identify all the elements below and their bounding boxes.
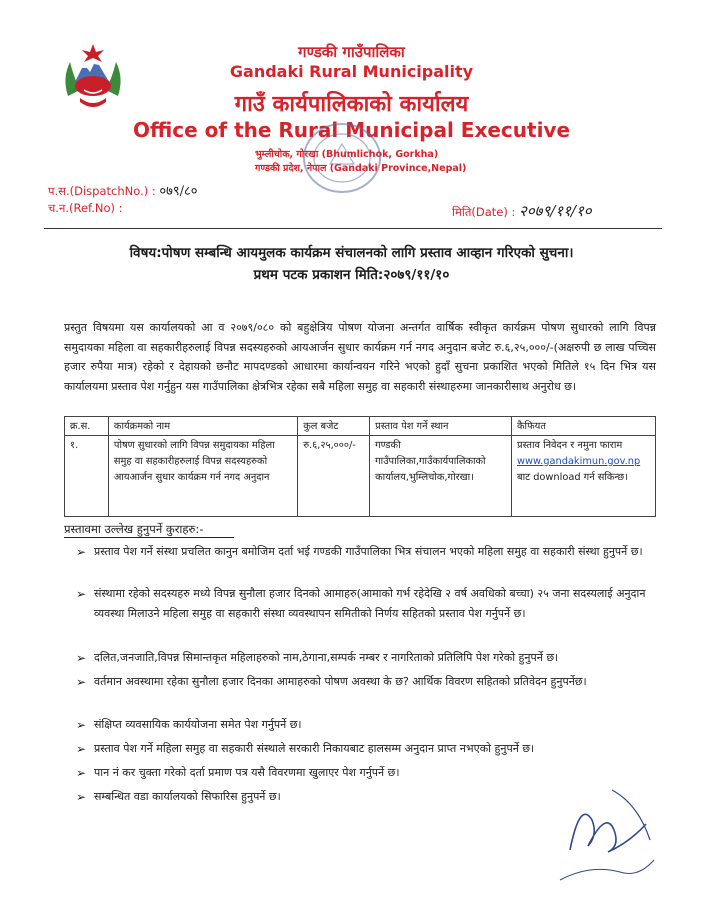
date-label: मिति(Date) : <box>452 205 516 219</box>
cell-submission-place: गण्डकी गाउँपालिका,गाउँकार्यपालिकाको कार्यालय,भुम्लिचोक,गोरखा। <box>370 436 512 517</box>
arrow-bullet-icon: ➢ <box>76 651 87 665</box>
arrow-bullet-icon: ➢ <box>76 587 87 601</box>
cell-programme-name: पोषण सुधारको लागि विपन्न समुदायका महिला समुह वा सहकारीहरुलाई विपन्न सदस्यहरुको आयआर्जन सुधार कार्यक्रम गर्न नगद अनुदान <box>108 436 297 517</box>
programme-table <box>64 416 656 517</box>
arrow-bullet-icon: ➢ <box>76 766 87 780</box>
office-seal-stamp <box>300 120 384 196</box>
website-link[interactable]: www.gandakimun.gov.np <box>517 456 641 467</box>
list-item: ➢ वर्तमान अवस्थामा रहेका सुनौला हजार दिनका आमाहरुको पोषण अवस्था के छ? आर्थिक विवरण सहितको प्रतिवेदन हुनुपर्नेछ। <box>94 672 659 692</box>
col-programme-name: कार्यक्रमको नाम <box>108 417 297 436</box>
cell-remarks <box>512 436 656 517</box>
office-name-en: Office of the Rural Municipal Executive <box>132 118 571 142</box>
list-item: ➢ प्रस्ताव पेश गर्ने संस्था प्रचलित कानुन बमोजिम दर्ता भई गण्डकी गाउँपालिका भित्र संचालन भएको महिला समुह वा सहकारी संस्था हुनुपर्ने छ। <box>94 542 659 562</box>
col-submission-place: प्रस्ताव पेश गर्ने स्थान <box>370 417 512 436</box>
address-line-1: भुम्लीचोक, गोरखा (Bhumlichok, Gorkha) <box>255 149 439 160</box>
reference-number <box>48 201 123 216</box>
list-item: ➢ पान नं कर चुक्ता गरेको दर्ता प्रमाण पत्र यसै विवरणमा खुलाएर पेश गर्नुपर्ने छ। <box>94 763 659 783</box>
requirements-heading-underline <box>64 537 234 538</box>
header-divider <box>44 228 662 229</box>
arrow-bullet-icon: ➢ <box>76 545 87 559</box>
subject-line: विषय:पोषण सम्बन्धि आयमुलक कार्यक्रम संचालनको लागि प्रस्ताव आव्हान गरिएको सुचना। <box>129 245 574 261</box>
dispatch-label: प.स.(DispatchNo.) : <box>48 184 156 198</box>
date-value: २०७९/११/१० <box>519 202 592 220</box>
dispatch-value: ०७९/८० <box>159 184 198 199</box>
arrow-bullet-icon: ➢ <box>76 790 87 804</box>
remark-text: प्रस्ताव निवेदन र नमुना फाराम <box>517 440 623 451</box>
ref-label: च.न.(Ref.No) : <box>48 201 123 215</box>
table-header-row <box>65 417 656 436</box>
list-item: ➢ संस्थामा रहेको सदस्यहरु मध्ये विपन्न सुनौला हजार दिनको आमाहरु(आमाको गर्भ रहेदेखि २ वर्ष अवधिको बच्चा) २५ जना सदस्यलाई अनुदान व्यवस्था मिलाउने महिला समुह वा सहकारी संस्था व्यवस्थापन समितीको निर्णय सहितको प्रस्ताव पेश गर्नुपर्ने छ। <box>94 584 659 624</box>
table-row <box>65 436 656 517</box>
col-remarks: कैफियत <box>512 417 656 436</box>
arrow-bullet-icon: ➢ <box>76 675 87 689</box>
list-item: ➢ संक्षिप्त व्यवसायिक कार्ययोजना समेत पेश गर्नुपर्ने छ। <box>94 715 659 735</box>
col-budget: कुल बजेट <box>298 417 370 436</box>
cell-serial: १. <box>65 436 109 517</box>
publication-date-line: प्रथम पटक प्रकाशन मिति:२०७९/११/१० <box>253 267 450 283</box>
cell-budget: रु.६,२५,०००/- <box>298 436 370 517</box>
list-item: ➢ दलित,जनजाति,विपन्न सिमान्तकृत महिलाहरुको नाम,ठेगाना,सम्पर्क नम्बर र नागरिताको प्रतिलिपि पेश गरेको हुनुपर्ने छ। <box>94 648 659 668</box>
address-line-2: गण्डकी प्रदेश, नेपाल (Gandaki Province,Nepal) <box>255 163 467 174</box>
requirements-heading: प्रस्तावमा उल्लेख हुनुपर्ने कुराहरु:- <box>64 522 204 536</box>
notice-body: प्रस्तुत विषयमा यस कार्यालयको आ व २०७९/०८० को बहुक्षेत्रिय पोषण योजना अन्तर्गत वार्षिक स्वीकृत कार्यक्रम पोषण सुधारको लागि विपन्न समुदायका महिला वा सहकारीहरुलाई विपन्न सदस्यहरुको आयआर्जन सुधार कार्यक्रम गर्न नगद अनुदान बजेट रु.६,२५,०००/-(अक्षरुपी छ लाख पच्चिस हजार रुपैया मात्र) रहेको र देहायको छनौट मापदण्डको आधारमा कार्यान्वयन गरिने भएको हुदाँ सुचना प्रकाशित भएको मितिले १५ दिन भित्र यस कार्यालयमा प्रस्ताव पेश गर्नुहुन यस गाउँपालिका क्षेत्रभित्र रहेका सबै महिला समुह वा सहकारी संस्थाहरुमा जानकारीसाथ अनुरोध छ। <box>64 321 656 393</box>
dispatch-number <box>48 181 198 199</box>
municipality-name-np: गण्डकी गाउँपालिका <box>298 43 405 61</box>
list-item: ➢ प्रस्ताव पेश गर्ने महिला समुह वा सहकारी संस्थाले सरकारी निकायबाट हालसम्म अनुदान प्राप्त नभएको हुनुपर्ने छ। <box>94 739 659 759</box>
issue-date <box>452 201 592 221</box>
signature-mark <box>550 780 660 890</box>
remark-download-text: बाट download गर्न सकिन्छ। <box>517 472 628 483</box>
col-serial: क्र.स. <box>65 417 109 436</box>
arrow-bullet-icon: ➢ <box>76 742 87 756</box>
municipality-name-en: Gandaki Rural Municipality <box>229 62 474 81</box>
list-item: ➢ सम्बन्धित वडा कार्यालयको सिफारिस हुनुपर्ने छ। <box>94 787 659 807</box>
office-name-np: गाउँ कार्यपालिकाको कार्यालय <box>234 92 469 117</box>
arrow-bullet-icon: ➢ <box>76 718 87 732</box>
